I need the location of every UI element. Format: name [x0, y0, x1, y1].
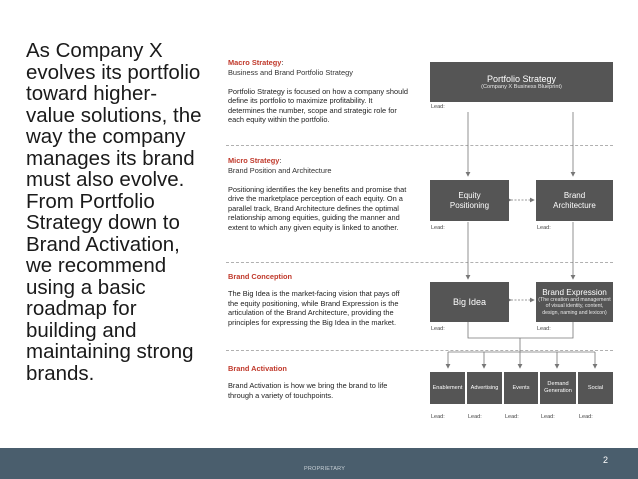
big-idea-label: Big Idea [452, 297, 487, 307]
lead-label: Lead: [431, 414, 445, 420]
portfolio-strategy-title: Portfolio Strategy [486, 73, 557, 84]
big-idea-box [430, 282, 509, 322]
micro-body: Positioning identifies the key benefits and promise that drive the marketplace perception of each equity. On a parallel track, Brand Architecture defines the optimal relationship among equities, guiding the manner and extent to which any given equity is linked to another. [228, 184, 407, 232]
lead-label: Lead: [431, 104, 445, 110]
lead-label: Lead: [505, 414, 519, 420]
touchpoint-enablement-box [430, 372, 465, 404]
lead-label: Lead: [431, 326, 445, 332]
brand-expression-box [536, 282, 613, 322]
brand-expression-sub: (The creation and management of visual identity, content, design, naming and lexicon) [538, 296, 611, 316]
footer-bar [0, 448, 638, 479]
page-number: 2 [602, 455, 608, 465]
activation-body: Brand Activation is how we bring the brand to life through a variety of touchpoints. [228, 381, 388, 400]
touchpoint-label: Social [587, 385, 604, 391]
touchpoint-social-box [578, 372, 613, 404]
micro-subtitle: Brand Position and Architecture [228, 166, 332, 175]
macro-subtitle: Business and Brand Portfolio Strategy [228, 68, 353, 77]
lead-label: Lead: [431, 225, 445, 231]
proprietary-label: PROPRIETARY [304, 466, 346, 472]
lead-label: Lead: [537, 225, 551, 231]
conception-body: The Big Idea is the market-facing vision that pays off the equity positioning, while Brand Expression is the articulation of the Brand Architecture, providing the principles for expressing the Big Idea in the market. [228, 289, 400, 327]
lead-label: Lead: [537, 326, 551, 332]
section-macro-strategy: Macro Strategy: Business and Brand Portfolio Strategy Portfolio Strategy is focused on how a company should define its portfolio to maximize profitability. It determines the number, scope and strategic role for each equity within the portfolio. [228, 58, 408, 125]
brand-expression-title: Brand Expression [542, 287, 607, 297]
conception-title: Brand Conception [228, 272, 293, 281]
portfolio-strategy-box [430, 62, 613, 102]
micro-title: Micro Strategy [228, 156, 280, 165]
macro-title: Macro Strategy [228, 58, 282, 67]
touchpoint-advertising-box [467, 372, 502, 404]
macro-body: Portfolio Strategy is focused on how a company should define its portfolio to maximize profitability. It determines the number, scope and strategic role for each equity within the portfolio. [228, 86, 408, 125]
lead-label: Lead: [579, 414, 593, 420]
touchpoint-label: Demand Generation [544, 381, 572, 394]
brand-architecture-label: Brand Architecture [553, 190, 596, 210]
touchpoint-label: Enablement [432, 385, 463, 391]
equity-positioning-box [430, 180, 509, 221]
intro-statement: As Company X evolves its portfolio toward higher-value solutions, the way the company manages its brand must also evolve. From Portfolio Strategy down to Brand Activation, we recommend using a basic roadmap for building and maintaining strong brands. [26, 39, 202, 385]
lead-label: Lead: [541, 414, 555, 420]
activation-title: Brand Activation [228, 364, 287, 373]
section-micro-strategy: Micro Strategy: Brand Position and Architecture Positioning identifies the key benefits and promise that drive the marketplace perception of each equity. On a parallel track, Brand Architecture defines the optimal relationship among equities, guiding the manner and extent to which any given equity is linked to another. [228, 156, 407, 232]
brand-architecture-box [536, 180, 613, 221]
lead-label: Lead: [468, 414, 482, 420]
touchpoint-label: Events [512, 385, 530, 391]
touchpoint-demand-generation-box [540, 372, 576, 404]
portfolio-strategy-sub: (Company X Business Blueprint) [481, 83, 562, 90]
touchpoint-label: Advertising [470, 385, 499, 391]
equity-positioning-label: Equity Positioning [449, 190, 490, 210]
touchpoint-events-box [504, 372, 538, 404]
